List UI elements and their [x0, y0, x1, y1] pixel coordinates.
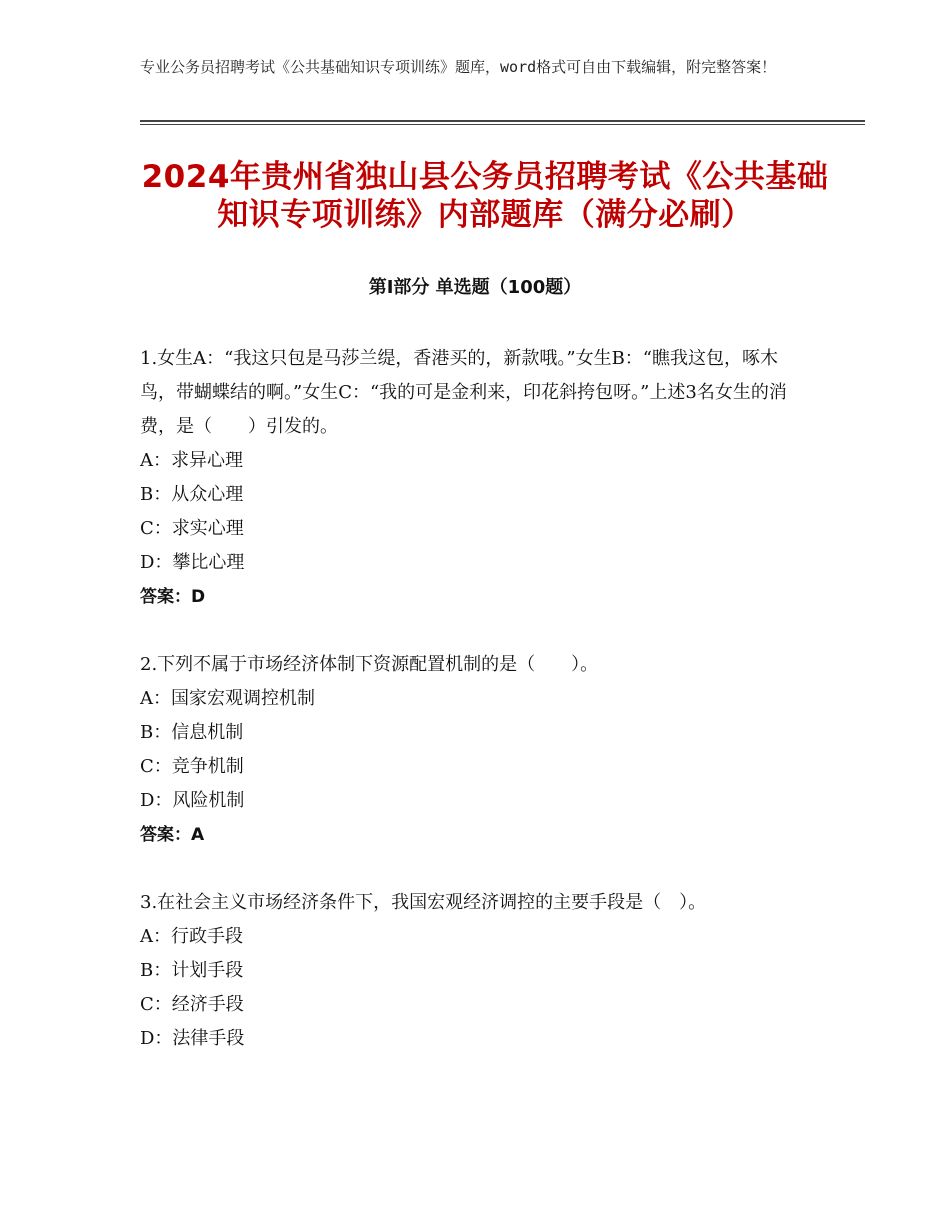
- option-b: B：计划手段: [140, 960, 244, 981]
- header-note: 专业公务员招聘考试《公共基础知识专项训练》题库，word格式可自由下载编辑，附完整答案！: [140, 58, 777, 76]
- option-a: A：国家宏观调控机制: [140, 688, 315, 709]
- option-b: B：信息机制: [140, 722, 244, 743]
- option-d: D：风险机制: [140, 790, 245, 811]
- option-c: C：求实心理: [140, 518, 244, 539]
- question-2: [140, 648, 810, 852]
- option-d: D：攀比心理: [140, 552, 245, 573]
- header-divider: [140, 120, 865, 122]
- option-b: B：从众心理: [140, 484, 244, 505]
- option-a: A：求异心理: [140, 450, 243, 471]
- question-stem: 2.下列不属于市场经济体制下资源配置机制的是（ ）。: [140, 654, 599, 675]
- question-3: [140, 886, 810, 1056]
- answer: 答案：A: [140, 825, 205, 845]
- option-c: C：竞争机制: [140, 756, 244, 777]
- option-a: A：行政手段: [140, 926, 243, 947]
- section-heading: 第Ⅰ部分 单选题（100题）: [368, 277, 582, 298]
- option-c: C：经济手段: [140, 994, 244, 1015]
- question-stem: 1.女生A：“我这只包是马莎兰缇，香港买的，新款哦。”女生B：“瞧我这包，啄木鸟，带蝴蝶结的啊。”女生C：“我的可是金利来，印花斜挎包呀。”上述3名女生的消费，是（ ）引发的。: [140, 348, 787, 437]
- answer: 答案：D: [140, 587, 206, 607]
- document-title: 2024年贵州省独山县公务员招聘考试《公共基础知识专项训练》内部题库（满分必刷）: [141, 159, 829, 233]
- question-stem: 3.在社会主义市场经济条件下，我国宏观经济调控的主要手段是（ ）。: [140, 892, 707, 913]
- header-divider-thin: [140, 124, 865, 125]
- option-d: D：法律手段: [140, 1028, 245, 1049]
- question-1: [140, 342, 810, 614]
